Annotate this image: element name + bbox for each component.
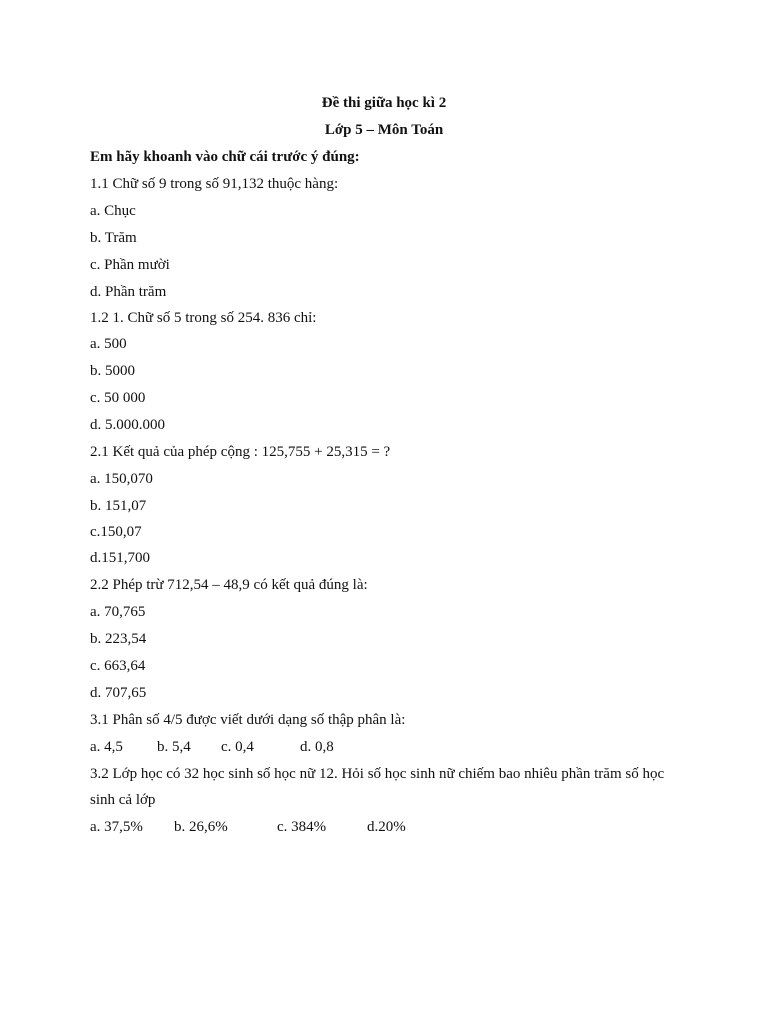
option-3-2-b: b. 26,6% [174, 819, 228, 835]
option-2-1-d: d.151,700 [90, 550, 150, 566]
option-1-1-a: a. Chục [90, 203, 136, 219]
option-3-1-b: b. 5,4 [157, 739, 191, 755]
document-title: Đề thi giữa học kì 2 [321, 95, 447, 111]
question-2-1: 2.1 Kết quả của phép cộng : 125,755 + 25,315 = ? [90, 444, 391, 460]
option-3-2-d: d.20% [367, 819, 406, 835]
option-2-1-a: a. 150,070 [90, 471, 153, 487]
question-3-2-line-1: 3.2 Lớp học có 32 học sinh số học nữ 12. Hỏi số học sinh nữ chiếm bao nhiêu phần trăm số học [90, 766, 665, 782]
option-2-2-c: c. 663,64 [90, 658, 146, 674]
option-3-1-a: a. 4,5 [90, 739, 123, 755]
option-1-1-c: c. Phần mười [90, 257, 170, 273]
option-2-2-b: b. 223,54 [90, 631, 147, 647]
option-2-2-a: a. 70,765 [90, 604, 146, 620]
option-2-1-b: b. 151,07 [90, 498, 147, 514]
option-2-2-d: d. 707,65 [90, 685, 147, 701]
option-1-1-d: d. Phần trăm [90, 284, 167, 300]
option-2-1-c: c.150,07 [90, 524, 142, 540]
option-1-2-d: d. 5.000.000 [90, 417, 165, 433]
question-2-2: 2.2 Phép trừ 712,54 – 48,9 có kết quả đúng là: [90, 577, 368, 593]
question-3-1: 3.1 Phân số 4/5 được viết dưới dạng số thập phân là: [90, 712, 406, 728]
option-1-2-c: c. 50 000 [90, 390, 146, 406]
question-3-2-line-2: sinh cả lớp [90, 792, 156, 808]
option-3-2-a: a. 37,5% [90, 819, 143, 835]
option-3-1-d: d. 0,8 [300, 739, 334, 755]
option-1-2-b: b. 5000 [90, 363, 135, 379]
document-subtitle: Lớp 5 – Môn Toán [324, 122, 444, 138]
option-1-1-b: b. Trăm [90, 230, 137, 246]
option-1-2-a: a. 500 [90, 336, 127, 352]
question-1-1: 1.1 Chữ số 9 trong số 91,132 thuộc hàng: [90, 176, 339, 192]
option-3-1-c: c. 0,4 [221, 739, 254, 755]
question-1-2: 1.2 1. Chữ số 5 trong số 254. 836 chỉ: [90, 310, 317, 326]
option-3-2-c: c. 384% [277, 819, 327, 835]
instruction-text: Em hãy khoanh vào chữ cái trước ý đúng: [90, 149, 360, 165]
